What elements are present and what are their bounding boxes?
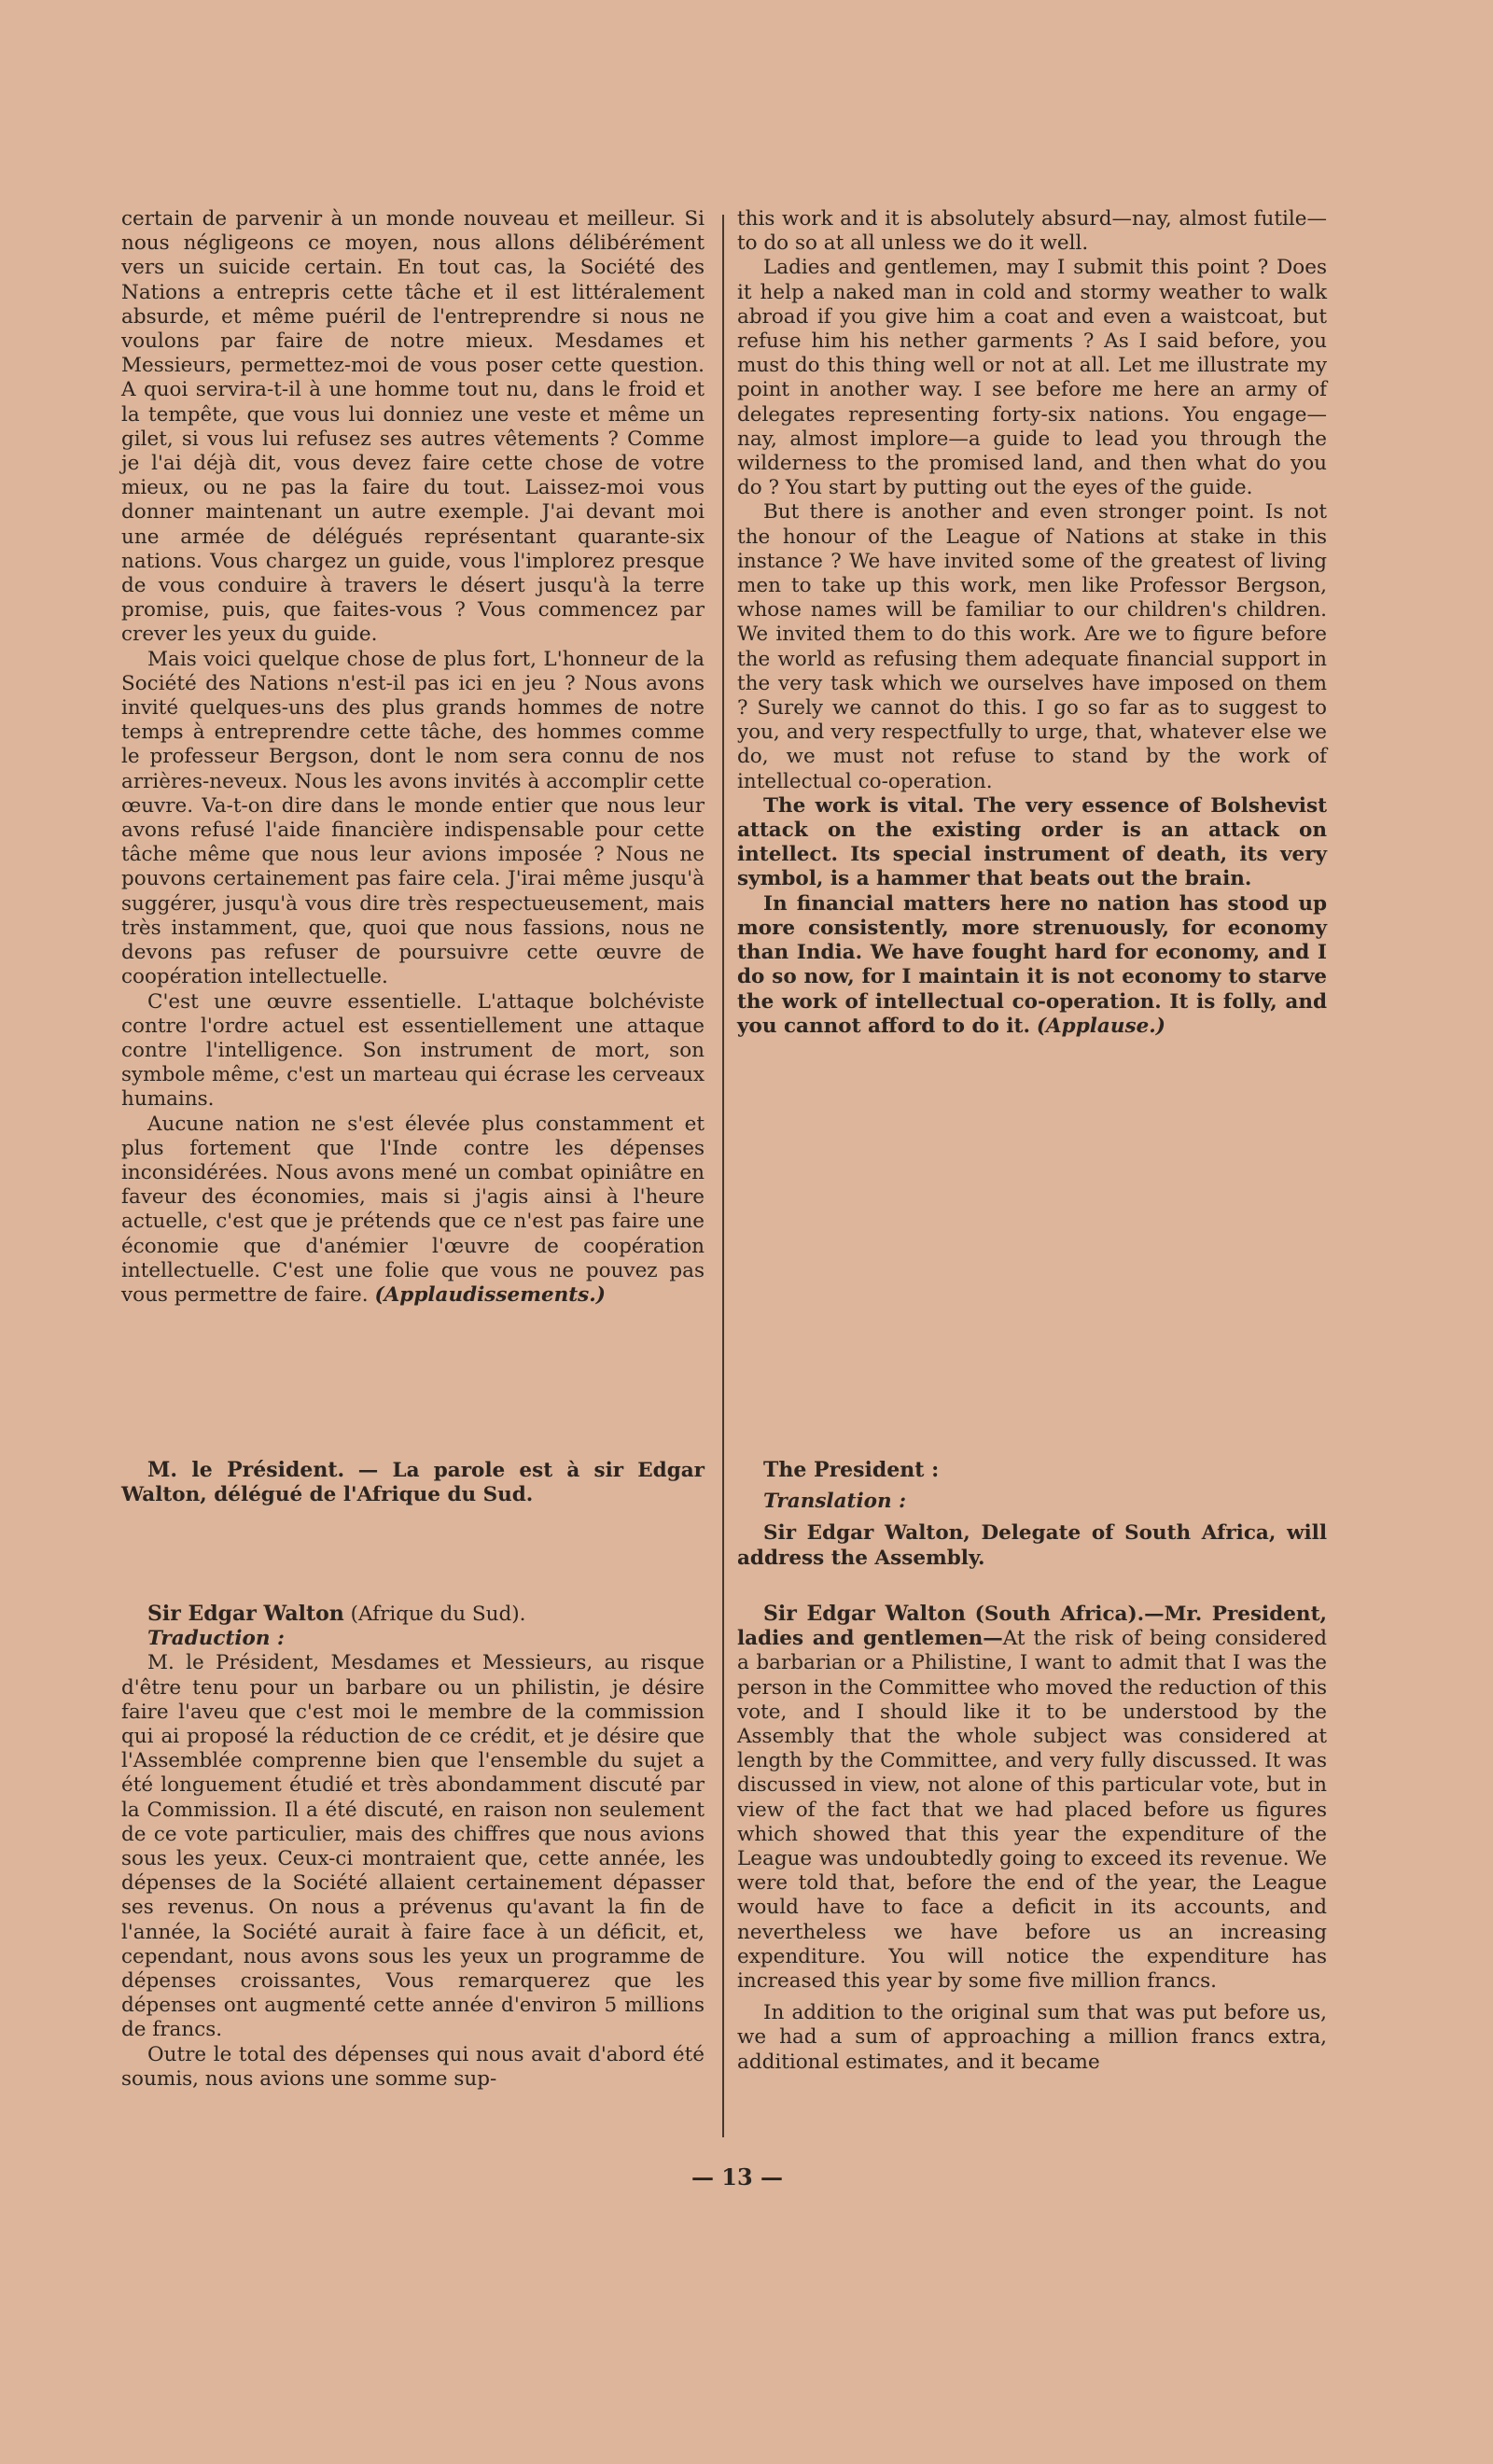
fr-walton-speaker: Sir Edgar Walton (147, 1602, 344, 1626)
en-paragraph-5-text: In financial matters here no nation has stood up more consistently, more strenuously, for economy than India. We have fought hard for economy, and I do so now, for I maintain it is not economy to starve the work of intellectual co-operation. It is folly, and you cannot afford to do it. (737, 891, 1327, 1038)
fr-applause: (Applaudissements.) (374, 1282, 606, 1307)
fr-paragraph-2: Mais voici quelque chose de plus fort, L'honneur de la Société des Nations n'est-il pas ici en jeu ? Nous avons invité quelques-uns des plus grands hommes de notre temps à entreprendre cette tâche, des hommes comme le professeur Bergson, dont le nom sera connu de nos arrières-neveux. Nous les avons invités à accomplir cette œuvre. Va-t-on dire dans le monde entier que nous leur avons refusé l'aide financière indispensable pour cette tâche même que nous leur avions imposée ? Nous ne pouvons certainement pas faire cela. J'irai même jusqu'à suggérer, jusqu'à vous dire très respectueusement, mais très instamment, que, quoi que nous fassions, nous ne devons pas refuser de poursuivre cette œuvre de coopération intellectuelle. (121, 647, 705, 989)
en-president-block (737, 1458, 1327, 1571)
en-speech-continuation (737, 207, 1327, 1039)
column-divider (722, 215, 724, 2137)
fr-president-text: — La parole est à sir Edgar Walton, délégué de l'Afrique du Sud. (121, 1459, 705, 1507)
page-number: — 13 — (691, 2163, 784, 2191)
fr-paragraph-4 (121, 1113, 705, 1309)
en-paragraph-1: this work and it is absolutely absurd—nay, almost futile—to do so at all unless we do it well. (737, 207, 1327, 256)
en-walton-block (737, 1602, 1327, 2075)
en-paragraph-3: But there is another and even stronger point. Is not the honour of the League of Nations at stake in this instance ? We have invited some of the greatest of living men to take up this work, men like Professor Bergson, whose names will be familiar to our children's children. We invited them to do this work. Are we to figure before the world as refusing them adequate financial support in the very task which we ourselves have imposed on them ? Surely we cannot do this. I go so far as to suggest to you, and very respectfully to urge, that, whatever else we do, we must not refuse to stand by the work of intellectual co-operation. (737, 500, 1327, 793)
en-paragraph-4-text: The work is vital. The very essence of Bolshevist attack on the existing order is an attack on intellect. Its special instrument of death, its very symbol, is a hammer that beats out the brain. (737, 793, 1327, 891)
en-paragraph-5 (737, 892, 1327, 1039)
en-walton-speaker: Sir Edgar Walton (763, 1602, 966, 1626)
fr-translation-label: Traduction : (147, 1627, 285, 1651)
en-paragraph-4 (737, 794, 1327, 892)
fr-president-block (121, 1458, 705, 1507)
en-applause: (Applause.) (1036, 1014, 1165, 1038)
fr-paragraph-3: C'est une œuvre essentielle. L'attaque bolchéviste contre l'ordre actuel est essentiellement une attaque contre l'intelligence. Son instrument de mort, son symbole même, c'est un marteau qui écrase les cerveaux humains. (121, 989, 705, 1112)
en-president-speaker: The President : (763, 1458, 940, 1482)
fr-paragraph-5: M. le Président, Mesdames et Messieurs, au risque d'être tenu pour un barbare ou un philistin, je désire faire l'aveu que c'est moi le membre de la commission qui ai proposé la réduction de ce crédit, et je désire que l'Assemblée comprenne bien que l'ensemble du sujet a été longuement étudié et très abondamment discuté par la Commission. Il a été discuté, en raison non seulement de ce vote particulier, mais des chiffres que nous avions sous les yeux. Ceux-ci montraient que, cette année, les dépenses de la Société allaient certainement dépasser ses revenus. On nous a prévenus qu'avant la fin de l'année, la Société aurait à faire face à un déficit, et, cependant, nous avons sous les yeux un programme de dépenses croissantes, Vous remarquerez que les dépenses ont augmenté cette année d'environ 5 millions de francs. (121, 1651, 705, 2042)
en-president-text: Sir Edgar Walton, Delegate of South Africa, will address the Assembly. (737, 1521, 1327, 1570)
fr-walton-country: (Afrique du Sud). (350, 1603, 526, 1626)
fr-speech-continuation (121, 207, 705, 1308)
en-translation-label: Translation : (763, 1490, 907, 1514)
fr-walton-block (121, 1602, 705, 2092)
en-paragraph-2: Ladies and gentlemen, may I submit this point ? Does it help a naked man in cold and stormy weather to walk abroad if you give him a coat and even a waistcoat, but refuse him his nether garments ? As I said before, you must do this thing well or not at all. Let me illustrate my point in another way. I see before me here an army of delegates representing forty-six nations. You engage—nay, almost implore—a guide to lead you through the wilderness to the promised land, and then what do you do ? You start by putting out the eyes of the guide. (737, 256, 1327, 500)
en-walton-intro: (South Africa).—Mr. President, ladies and gentlemen— (737, 1603, 1327, 1651)
fr-president-speaker: M. le Président. (147, 1458, 345, 1482)
en-paragraph-7: In addition to the original sum that was put before us, we had a sum of approaching a million francs extra, additional estimates, and it became (737, 2001, 1327, 2074)
fr-paragraph-6: Outre le total des dépenses qui nous avait d'abord été soumis, nous avions une somme sup- (121, 2042, 705, 2091)
fr-paragraph-4-text: Aucune nation ne s'est élevée plus constamment et plus fortement que l'Inde contre les dépenses inconsidérées. Nous avons mené un combat opiniâtre en faveur des économies, mais si j'agis ainsi à l'heure actuelle, c'est que je prétends que ce n'est pas faire une économie que d'anémier l'œuvre de coopération intellectuelle. C'est une folie que vous ne pouvez pas vous permettre de faire. (121, 1112, 705, 1307)
en-walton-text: At the risk of being considered a barbarian or a Philistine, I want to admit that I was the person in the Committee who moved the reduction of this vote, and I should like it to be understood by the Assembly that the whole subject was considered at length by the Committee, and very fully discussed. It was discussed in view, not alone of this particular vote, but in view of the fact that we had placed before us figures which showed that this year the expenditure of the League was undoubtedly going to exceed its revenue. We were told that, before the end of the year, the League would have to face a deficit in its accounts, and nevertheless we have before us an increasing expenditure. You will notice the expenditure has increased this year by some five million francs. (737, 1627, 1327, 1994)
fr-paragraph-1: certain de parvenir à un monde nouveau et meilleur. Si nous négligeons ce moyen, nous allons délibérément vers un suicide certain. En tout cas, la Société des Nations a entrepris cette tâche et il est littéralement absurde, et même puéril de l'entreprendre si nous ne voulons par faire de notre mieux. Mesdames et Messieurs, permettez-moi de vous poser cette question. A quoi servira-t-il à une homme tout nu, dans le froid et la tempête, que vous lui donniez une veste et même un gilet, si vous lui refusez ses autres vêtements ? Comme je l'ai déjà dit, vous devez faire cette chose de votre mieux, ou ne pas la faire du tout. Laissez-moi vous donner maintenant un autre exemple. J'ai devant moi une armée de délégués représentant quarante-six nations. Vous chargez un guide, vous l'implorez presque de vous conduire à travers le désert jusqu'à la terre promise, puis, que faites-vous ? Vous commencez par crever les yeux du guide. (121, 207, 705, 647)
